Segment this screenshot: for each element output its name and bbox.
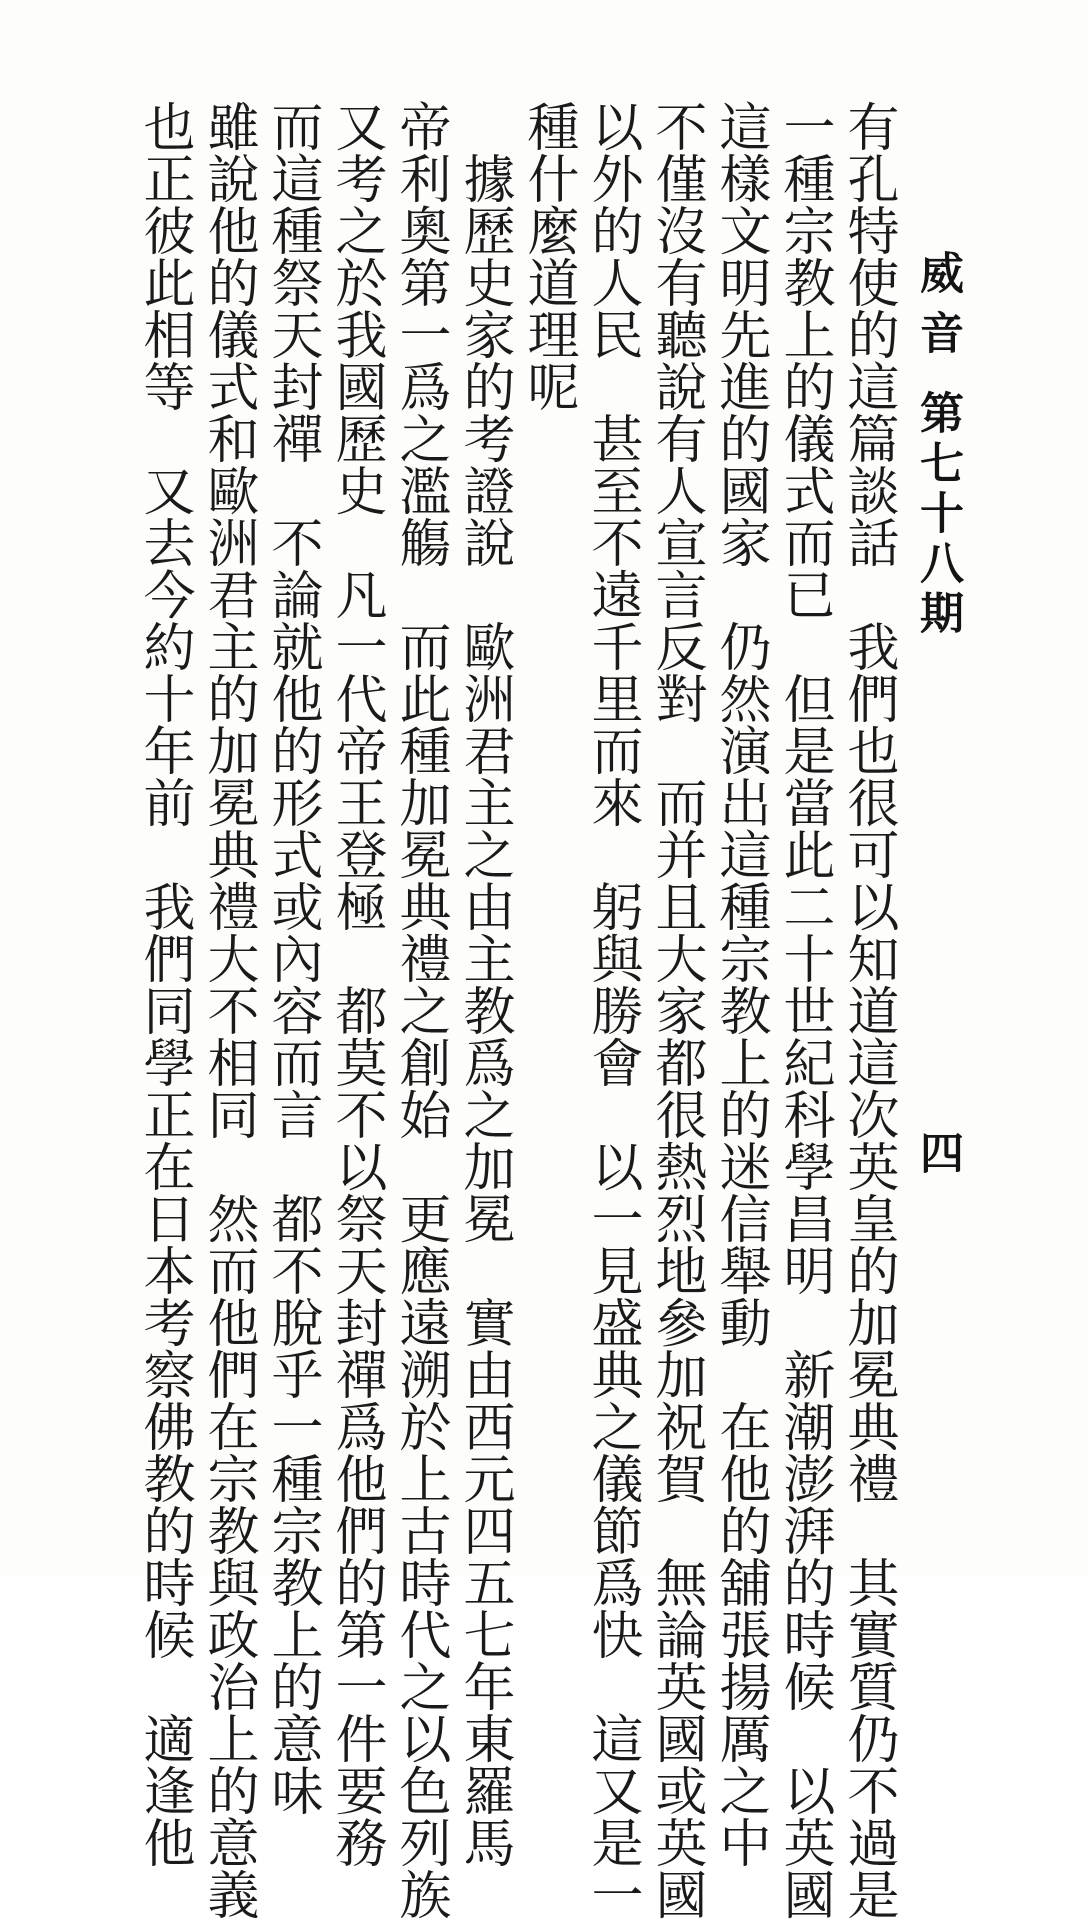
running-header (905, 250, 965, 1420)
text-line: 而這種祭天封禪 不論就他的形式或內容而言 都不脫乎一種宗教上的意味 (262, 100, 322, 1816)
text-line: 以外的人民 甚至不遠千里而來 躬與勝會 以一見盛典之儀節爲快 這又是一 (582, 100, 642, 1920)
text-line: 又考之於我國歷史 凡一代帝王登極 都莫不以祭天封禪爲他們的第一件要務 (326, 100, 386, 1868)
journal-title: 威音 (912, 250, 963, 370)
page-number: 四 (912, 1130, 963, 1174)
text-line: 也正彼此相等 又去今約十年前 我們同學正在日本考察佛教的時候 適逢他 (134, 100, 194, 1868)
text-line: 雖說他的儀式和歐洲君主的加冕典禮大不相同 然而他們在宗教與政治上的意義 (198, 100, 258, 1920)
text-line: 不僅沒有聽說有人宣言反對 而并且大家都很熱烈地參加祝賀 無論英國或英國 (646, 100, 706, 1920)
body-text (130, 100, 900, 1920)
text-line: 帝利奧第一爲之濫觴 而此種加冕典禮之創始 更應遠溯於上古時代之以色列族 (390, 100, 450, 1920)
issue-number: 第七十八期 (912, 390, 963, 640)
text-line: 這樣文明先進的國家 仍然演出這種宗教上的迷信舉動 在他的舖張揚厲之中 (710, 100, 770, 1868)
text-line: 據歷史家的考證說 歐洲君主之由主教爲之加冕 實由西元四五七年東羅馬 (454, 152, 514, 1868)
text-line: 一種宗教上的儀式而已 但是當此二十世紀科學昌明 新潮澎湃的時候 以英國 (774, 100, 834, 1920)
text-line: 種什麼道理呢 (518, 100, 578, 412)
text-line: 有孔特使的這篇談話 我們也很可以知道這次英皇的加冕典禮 其實質仍不過是 (838, 100, 898, 1920)
